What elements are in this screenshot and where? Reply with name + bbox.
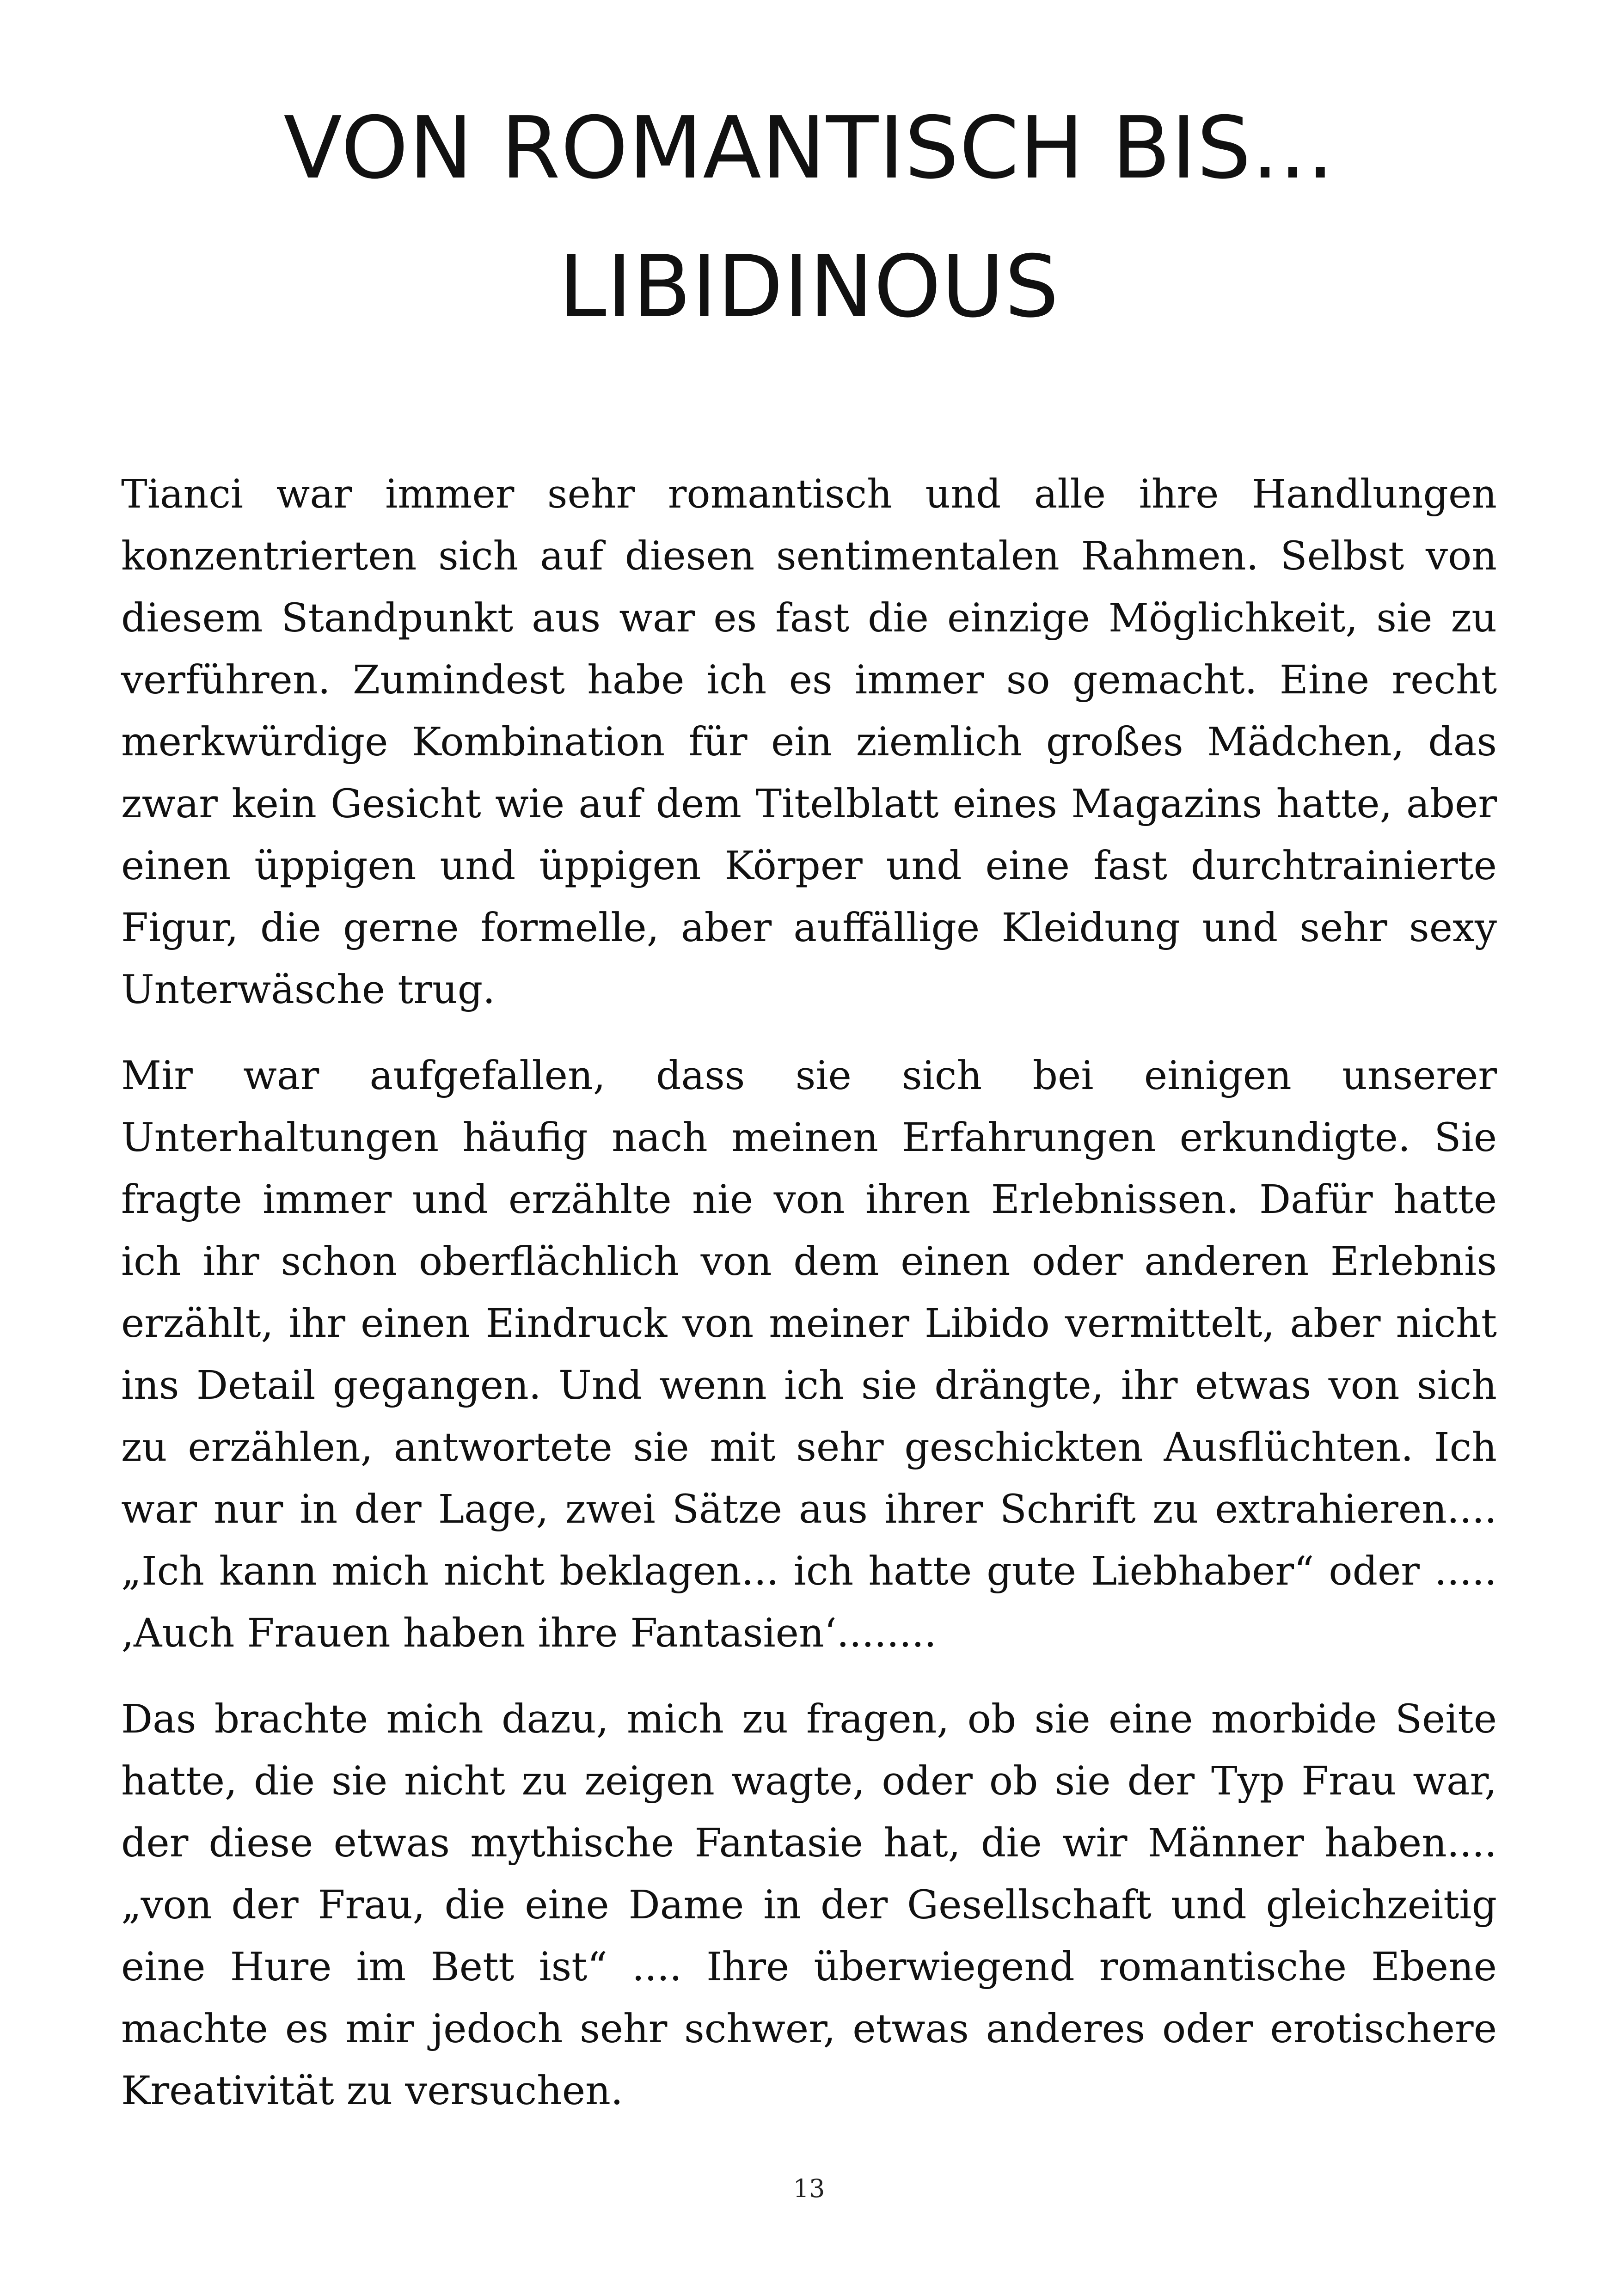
chapter-title-line-1: VON ROMANTISCH BIS... <box>283 98 1335 198</box>
chapter-title <box>139 79 1479 356</box>
paragraph-1: Tianci war immer sehr romantisch und alle ihre Handlungen konzentrierten sich auf diesen sentimentalen Rahmen. Selbst von diesem Standpunkt aus war es fast die einzige Möglichkeit, sie zu verführen. Zumindest habe ich es immer so gemacht. Eine recht merkwürdige Kombination für ein ziemlich großes Mädchen, das zwar kein Gesicht wie auf dem Titelblatt eines Magazins hatte, aber einen üppigen und üppigen Körper und eine fast durchtrainierte Figur, die gerne formelle, aber auffällige Kleidung und sehr sexy Unterwäsche trug. <box>121 471 1497 1013</box>
paragraph-2: Mir war aufgefallen, dass sie sich bei einigen unserer Unterhaltungen häufig nach meinen Erfahrungen erkundigte. Sie fragte immer und erzählte nie von ihren Erlebnissen. Dafür hatte ich ihr schon oberflächlich von dem einen oder anderen Erlebnis erzählt, ihr einen Eindruck von meiner Libido vermittelt, aber nicht ins Detail gegangen. Und wenn ich sie drängte, ihr etwas von sich zu erzählen, antwortete sie mit sehr geschickten Ausflüchten. Ich war nur in der Lage, zwei Sätze aus ihrer Schrift zu extrahieren.... „Ich kann mich nicht beklagen... ich hatte gute Liebhaber“ oder ..... ‚Auch Frauen haben ihre Fantasien‘........ <box>121 1053 1497 1656</box>
chapter-body <box>121 464 1497 2146</box>
paragraph-3: Das brachte mich dazu, mich zu fragen, ob sie eine morbide Seite hatte, die sie nicht zu zeigen wagte, oder ob sie der Typ Frau war, der diese etwas mythische Fantasie hat, die wir Männer haben.... „von der Frau, die eine Dame in der Gesellschaft und gleichzeitig eine Hure im Bett ist“ .... Ihre überwiegend romantische Ebene machte es mir jedoch sehr schwer, etwas anderes oder erotischere Kreativität zu versuchen. <box>121 1696 1497 2114</box>
page-number: 13 <box>793 2174 825 2203</box>
chapter-title-line-2: LIBIDINOUS <box>558 237 1060 337</box>
